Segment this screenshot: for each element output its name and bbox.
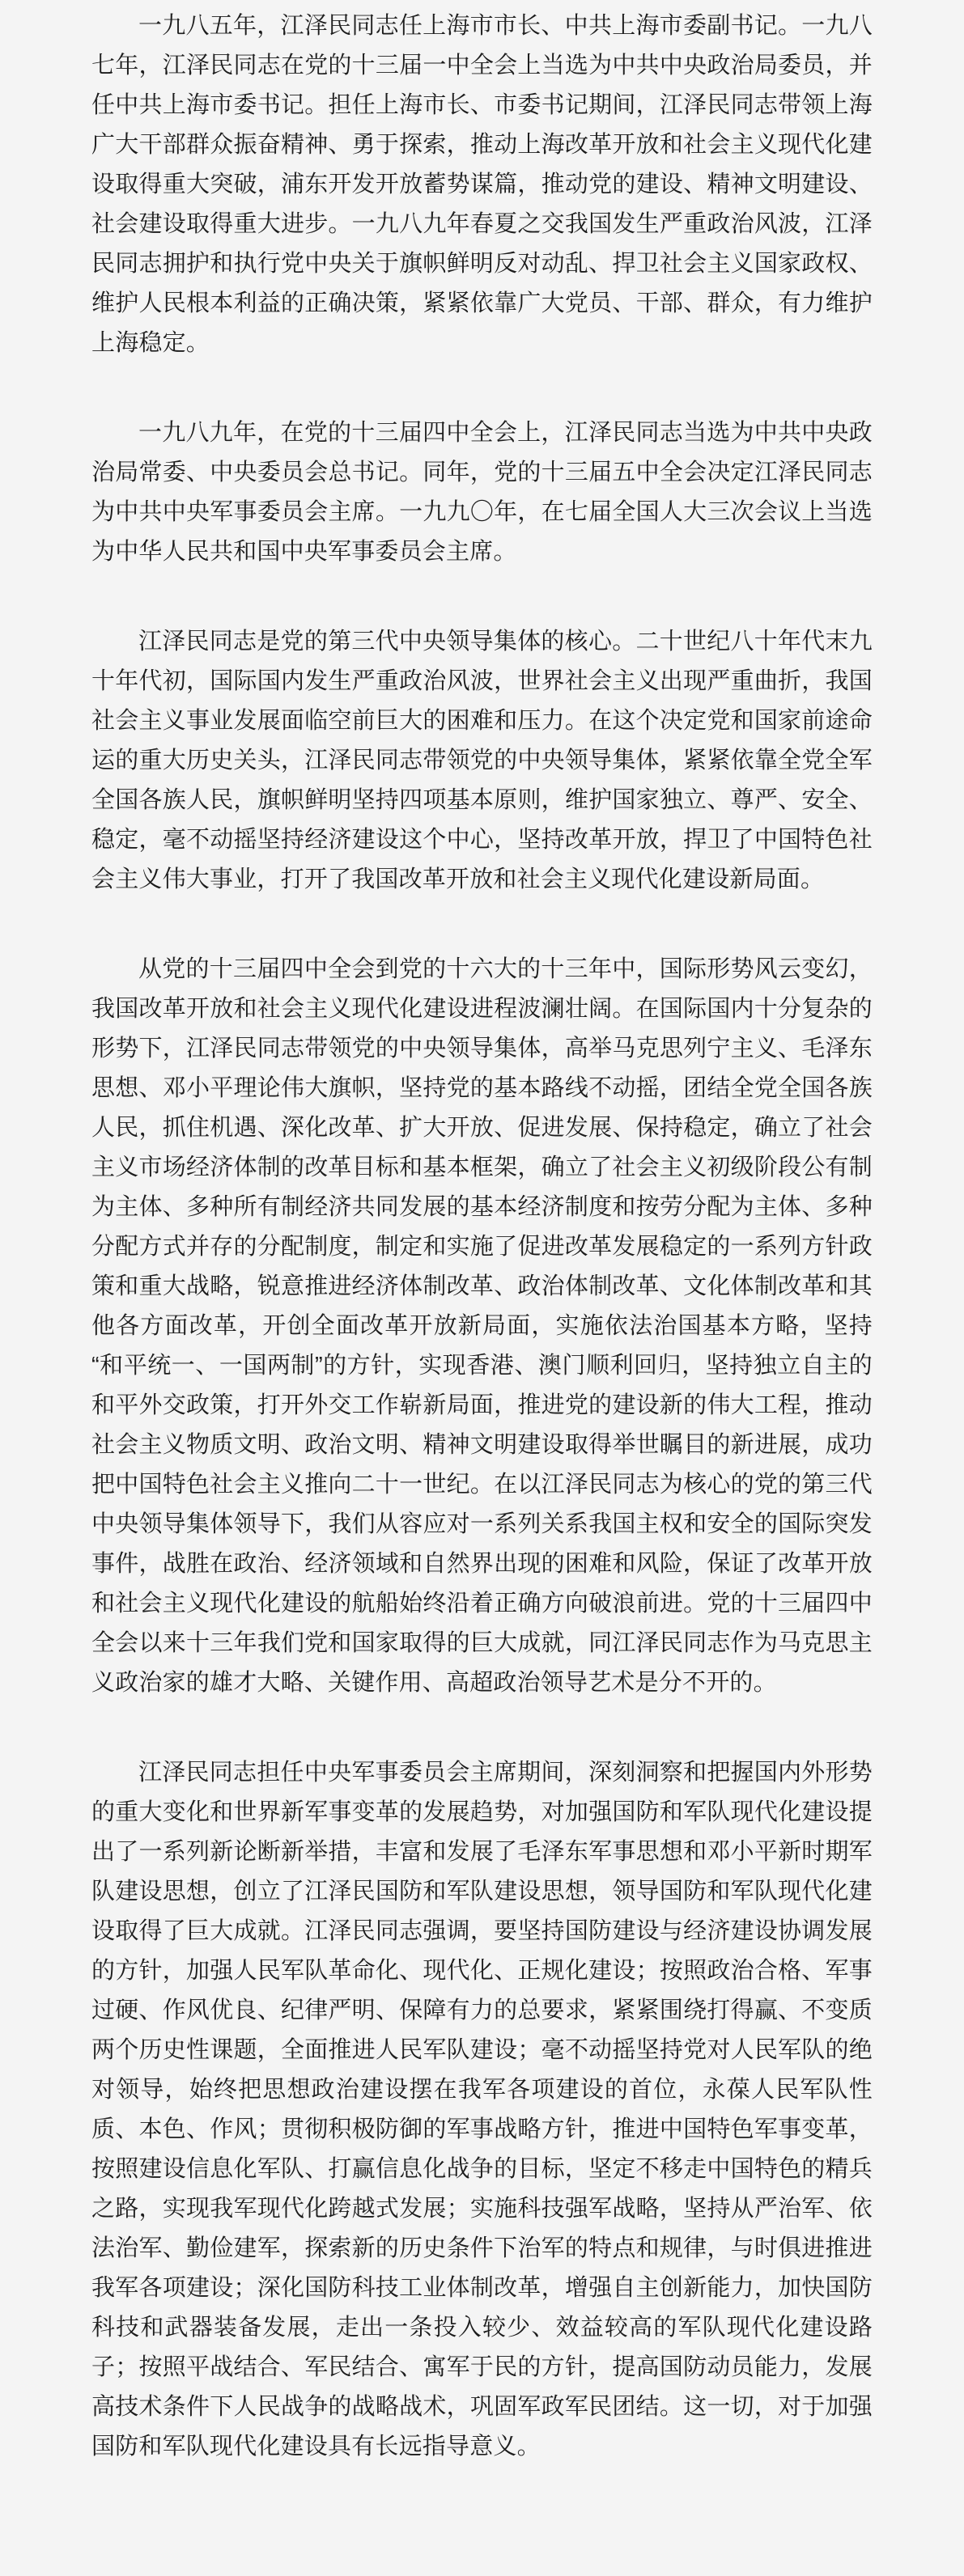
paragraph-4: 从党的十三届四中全会到党的十六大的十三年中，国际形势风云变幻，我国改革开放和社会主义现代化建设进程波澜壮阔。在国际国内十分复杂的形势下，江泽民同志带领党的中央领导集体，高举马克思列宁主义、毛泽东思想、邓小平理论伟大旗帜，坚持党的基本路线不动摇，团结全党全国各族人民，抓住机遇、深化改革、扩大开放、促进发展、保持稳定，确立了社会主义市场经济体制的改革目标和基本框架，确立了社会主义初级阶段公有制为主体、多种所有制经济共同发展的基本经济制度和按劳分配为主体、多种分配方式并存的分配制度，制定和实施了促进改革发展稳定的一系列方针政策和重大战略，锐意推进经济体制改革、政治体制改革、文化体制改革和其他各方面改革，开创全面改革开放新局面，实施依法治国基本方略，坚持“和平统一、一国两制”的方针，实现香港、澳门顺利回归，坚持独立自主的和平外交政策，打开外交工作崭新局面，推进党的建设新的伟大工程，推动社会主义物质文明、政治文明、精神文明建设取得举世瞩目的新进展，成功把中国特色社会主义推向二十一世纪。在以江泽民同志为核心的党的第三代中央领导集体领导下，我们从容应对一系列关系我国主权和安全的国际突发事件，战胜在政治、经济领域和自然界出现的困难和风险，保证了改革开放和社会主义现代化建设的航船始终沿着正确方向破浪前进。党的十三届四中全会以来十三年我们党和国家取得的巨大成就，同江泽民同志作为马克思主义政治家的雄才大略、关键作用、高超政治领导艺术是分不开的。: [91, 956, 873, 1696]
paragraph-3: 江泽民同志是党的第三代中央领导集体的核心。二十世纪八十年代末九十年代初，国际国内发生严重政治风波，世界社会主义出现严重曲折，我国社会主义事业发展面临空前巨大的困难和压力。在这个决定党和国家前途命运的重大历史关头，江泽民同志带领党的中央领导集体，紧紧依靠全党全军全国各族人民，旗帜鲜明坚持四项基本原则，维护国家独立、尊严、安全、稳定，毫不动摇坚持经济建设这个中心，坚持改革开放，捍卫了中国特色社会主义伟大事业，打开了我国改革开放和社会主义现代化建设新局面。: [91, 629, 873, 892]
paragraph-5: 江泽民同志担任中央军事委员会主席期间，深刻洞察和把握国内外形势的重大变化和世界新军事变革的发展趋势，对加强国防和军队现代化建设提出了一系列新论断新举措，丰富和发展了毛泽东军事思想和邓小平新时期军队建设思想，创立了江泽民国防和军队建设思想，领导国防和军队现代化建设取得了巨大成就。江泽民同志强调，要坚持国防建设与经济建设协调发展的方针，加强人民军队革命化、现代化、正规化建设；按照政治合格、军事过硬、作风优良、纪律严明、保障有力的总要求，紧紧围绕打得赢、不变质两个历史性课题，全面推进人民军队建设；毫不动摇坚持党对人民军队的绝对领导，始终把思想政治建设摆在我军各项建设的首位，永葆人民军队性质、本色、作风；贯彻积极防御的军事战略方针，推进中国特色军事变革，按照建设信息化军队、打赢信息化战争的目标，坚定不移走中国特色的精兵之路，实现我军现代化跨越式发展；实施科技强军战略，坚持从严治军、依法治军、勤俭建军，探索新的历史条件下治军的特点和规律，与时俱进推进我军各项建设；深化国防科技工业体制改革，增强自主创新能力，加快国防科技和武器装备发展，走出一条投入较少、效益较高的军队现代化建设路子；按照平战结合、军民结合、寓军于民的方针，提高国防动员能力，发展高技术条件下人民战争的战略战术，巩固军政军民团结。这一切，对于加强国防和军队现代化建设具有长远指导意义。: [91, 1760, 873, 2459]
paragraph-1: 一九八五年，江泽民同志任上海市市长、中共上海市委副书记。一九八七年，江泽民同志在党的十三届一中全会上当选为中共中央政治局委员，并任中共上海市委书记。担任上海市长、市委书记期间，江泽民同志带领上海广大干部群众振奋精神、勇于探索，推动上海改革开放和社会主义现代化建设取得重大突破，浦东开发开放蓄势谋篇，推动党的建设、精神文明建设、社会建设取得重大进步。一九八九年春夏之交我国发生严重政治风波，江泽民同志拥护和执行党中央关于旗帜鲜明反对动乱、捍卫社会主义国家政权、维护人民根本利益的正确决策，紧紧依靠广大党员、干部、群众，有力维护上海稳定。: [91, 13, 873, 356]
paragraph-2: 一九八九年，在党的十三届四中全会上，江泽民同志当选为中共中央政治局常委、中央委员会总书记。同年，党的十三届五中全会决定江泽民同志为中共中央军事委员会主席。一九九〇年，在七届全国人大三次会议上当选为中华人民共和国中央军事委员会主席。: [91, 420, 873, 565]
